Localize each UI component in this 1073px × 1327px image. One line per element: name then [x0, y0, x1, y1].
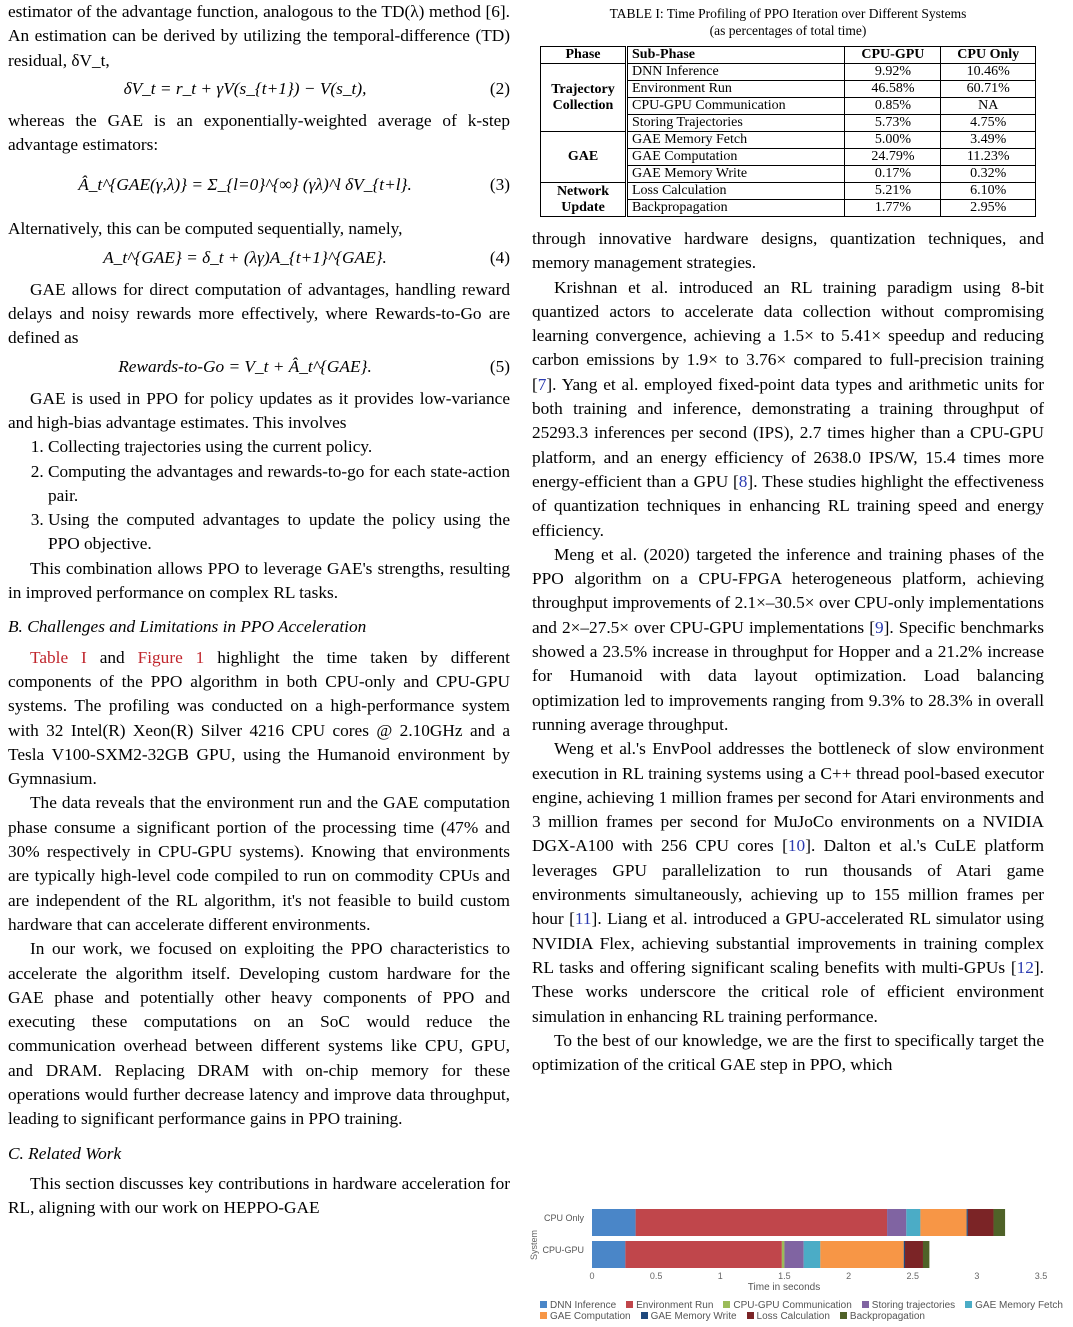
category-label: CPU-GPU	[542, 1245, 584, 1255]
table-phase-cell: Network Update	[541, 183, 627, 217]
table-header: Sub-Phase	[627, 47, 845, 64]
legend-swatch	[540, 1301, 547, 1308]
paragraph: Alternatively, this can be computed sequentially, namely,	[8, 219, 403, 239]
paragraph: In our work, we focused on exploiting the PPO characteristics to accelerate the algorithm itself. Developing custom hardware for the GAE phase and potentially other heavy components of PPO and executing these computations on an SoC would reduce the communication overhead between different systems like CPU, GPU, and DRAM. Replacing DRAM with on-chip memory for these operations would further decrease latency and improve data throughput, leading to significant performance gains in PPO training.	[8, 939, 510, 1129]
paragraph: GAE allows for direct computation of advantages, handling reward delays and noisy rewards more effectively, where Rewards-to-Go are defined as	[8, 279, 510, 348]
table-cell: GAE Memory Write	[627, 166, 845, 183]
legend-item: Storing trajectories	[862, 1300, 955, 1311]
table-cell: Environment Run	[627, 81, 845, 98]
table-phase-cell: Trajectory Collection	[541, 64, 627, 132]
paragraph: The data reveals that the environment run and the GAE computation phase consume a significant portion of the processing time (47% and 30% respectively in CPU-GPU systems). Knowing that environments are typically high-level code compiled to run on commodity CPUs and are independent of the RL algorithm, it's not feasible to build custom hardware that can accelerate different environments.	[8, 793, 510, 934]
table-cell: 1.77%	[845, 200, 941, 217]
figure-link[interactable]: Figure 1	[137, 647, 205, 667]
table-cell: 46.58%	[845, 81, 941, 98]
legend-item: Environment Run	[626, 1300, 713, 1311]
legend-swatch	[862, 1301, 869, 1308]
citation-link[interactable]: 9	[874, 617, 884, 637]
bar-segment	[904, 1241, 905, 1268]
table-cell: 0.17%	[845, 166, 941, 183]
bar-segment	[784, 1241, 803, 1268]
chart-legend	[540, 1300, 1063, 1322]
bar-segment	[592, 1241, 625, 1268]
table-header: CPU Only	[941, 47, 1036, 64]
legend-item: GAE Memory Write	[641, 1311, 737, 1322]
bar-segment	[887, 1209, 906, 1236]
table-cell: GAE Computation	[627, 149, 845, 166]
table-row	[541, 64, 1036, 81]
bar-segment	[994, 1209, 1006, 1236]
legend-item: GAE Computation	[540, 1311, 631, 1322]
table-cell: Storing Trajectories	[627, 115, 845, 132]
x-tick-label: 1	[717, 1271, 723, 1281]
equation-5: Rewards-to-Go = V_t + Â_t^{GAE}. (5)	[118, 356, 510, 376]
bar-segment	[905, 1241, 923, 1268]
citation-link[interactable]: 12	[1016, 957, 1034, 977]
x-tick-label: 1.5	[778, 1271, 791, 1281]
legend-swatch	[626, 1301, 633, 1308]
equation-4: A_t^{GAE} = δ_t + (λγ)A_{t+1}^{GAE}. (4)	[103, 247, 510, 267]
table-cell: Backpropagation	[627, 200, 845, 217]
x-tick-label: 0	[589, 1271, 595, 1281]
bar-segment	[923, 1241, 929, 1268]
table-cell: CPU-GPU Communication	[627, 98, 845, 115]
paragraph: GAE is used in PPO for policy updates as it provides low-variance and high-bias advantage estimates. This involves	[8, 388, 510, 432]
list-item: 2. Computing the advantages and rewards-to-go for each state-action pair.	[48, 460, 510, 509]
citation-link[interactable]: 10	[787, 836, 806, 856]
x-tick-label: 2.5	[906, 1271, 919, 1281]
section-heading-b: B. Challenges and Limitations in PPO Acceleration	[8, 617, 367, 637]
list-item: 1. Collecting trajectories using the current policy.	[48, 435, 510, 459]
table-cell: Loss Calculation	[627, 183, 845, 200]
left-column	[8, 0, 510, 1220]
table-cell: 0.85%	[845, 98, 941, 115]
y-axis-label: System	[529, 1229, 539, 1261]
x-axis-label: Time in seconds	[747, 1282, 821, 1293]
citation-link[interactable]: 7	[537, 374, 547, 394]
legend-item: CPU-GPU Communication	[723, 1300, 851, 1311]
table-link[interactable]: Table I	[30, 647, 87, 667]
bar-segment	[968, 1209, 994, 1236]
bar-segment	[967, 1209, 968, 1236]
table-phase-cell: GAE	[541, 132, 627, 183]
x-tick-label: 2	[846, 1271, 852, 1281]
paragraph: Meng et al. (2020) targeted the inference and training phases of the PPO algorithm on a CPU-FPGA heterogeneous platform, achieving throughput improvements of 2.1×–30.5× over CPU-only implementations and 2×–27.5× over CPU-GPU implementations [9]. Specific benchmarks showed a 23.5% increase in throughput for Hopper and a 21.2% increase for Humanoid with data layout optimization. Load balancing optimization led to improvements ranging from 9.3% to 28.3% in overall running average throughput.	[532, 544, 1044, 734]
x-tick-label: 3.5	[1034, 1271, 1048, 1281]
paragraph: Table I and Figure 1 highlight the time taken by different components of the PPO algorithm in both CPU-only and CPU-GPU systems. The profiling was conducted on a high-performance system with 32 Intel(R) Xeon(R) Silver 4216 CPU cores @ 2.10GHz and a Tesla V100-SXM2-32GB GPU, using the Humanoid environment by Gymnasium.	[8, 647, 510, 789]
legend-swatch	[540, 1312, 547, 1319]
paragraph: whereas the GAE is an exponentially-weighted average of k-step advantage estimators:	[8, 110, 510, 155]
legend-swatch	[641, 1312, 648, 1319]
table-cell: 60.71%	[941, 81, 1036, 98]
table-cell: 6.10%	[941, 183, 1036, 200]
legend-item: DNN Inference	[540, 1300, 616, 1311]
legend-swatch	[723, 1301, 730, 1308]
table-cell: GAE Memory Fetch	[627, 132, 845, 149]
table-cell: 5.00%	[845, 132, 941, 149]
table-cell: 5.73%	[845, 115, 941, 132]
bar-segment	[592, 1209, 636, 1236]
bar-segment	[625, 1241, 782, 1268]
category-label: CPU Only	[543, 1213, 584, 1223]
list-item: 3. Using the computed advantages to update the policy using the PPO objective.	[48, 508, 510, 557]
table-cell: 9.92%	[845, 64, 941, 81]
table-cell: 10.46%	[941, 64, 1036, 81]
x-tick-label: 0.5	[649, 1271, 663, 1281]
table-caption: TABLE I: Time Profiling of PPO Iteration over Different Systems (as percentages of total time)	[609, 6, 967, 38]
table-cell: 11.23%	[941, 149, 1036, 166]
step-list	[8, 435, 510, 556]
bar-segment	[906, 1209, 920, 1236]
legend-swatch	[965, 1301, 972, 1308]
table-cell: 4.75%	[941, 115, 1036, 132]
table-header: Phase	[541, 47, 627, 64]
legend-item: Backpropagation	[840, 1311, 925, 1322]
bar-segment	[636, 1209, 887, 1236]
paragraph: Krishnan et al. introduced an RL training paradigm using 8-bit quantized actors to accelerate data collection without compromising learning convergence, achieving a 1.5× to 5.41× speedup and reducing carbon emissions by 1.9× to 3.76× compared to full-precision training [7]. Yang et al. employed fixed-point data types and arithmetic units for both training and inference, demonstrating a training throughput of 25293.3 inferences per second (IPS), 2.7 times higher than a CPU-GPU platform, and an energy efficiency of 2638.0 IPS/W, 15.4 times more energy-efficient than a GPU [8]. These studies highlight the effectiveness of quantization techniques in enhancing RL training speed and energy efficiency.	[532, 277, 1044, 540]
table-cell: 2.95%	[941, 200, 1036, 217]
paragraph: This section discusses key contributions in hardware acceleration for RL, aligning with our work on HEPPO-GAE	[8, 1173, 510, 1218]
table-cell: DNN Inference	[627, 64, 845, 81]
x-tick-label: 3	[974, 1271, 980, 1281]
right-column	[532, 0, 1044, 1077]
equation-3: Â_t^{GAE(γ,λ)} = Σ_{l=0}^{∞} (γλ)^l δV_{t+l}. (3)	[78, 175, 510, 195]
table-cell: NA	[941, 98, 1036, 115]
bar-segment	[782, 1241, 785, 1268]
table-cell: 3.49%	[941, 132, 1036, 149]
citation-link[interactable]: 11	[574, 909, 592, 929]
section-heading-c: C. Related Work	[8, 1143, 122, 1163]
bar-segment	[820, 1241, 903, 1268]
table-header: CPU-GPU	[845, 47, 941, 64]
table-row	[541, 132, 1036, 149]
paragraph: To the best of our knowledge, we are the first to specifically target the optimization of the critical GAE step in PPO, which	[532, 1030, 1044, 1075]
legend-swatch	[747, 1312, 754, 1319]
bar-segment	[920, 1209, 966, 1236]
table-cell: 24.79%	[845, 149, 941, 166]
paragraph: This combination allows PPO to leverage GAE's strengths, resulting in improved performance on complex RL tasks.	[8, 558, 510, 603]
bar-segment	[804, 1241, 821, 1268]
table-cell: 5.21%	[845, 183, 941, 200]
table-cell: 0.32%	[941, 166, 1036, 183]
citation-link[interactable]: 8	[738, 471, 748, 491]
paragraph: estimator of the advantage function, analogous to the TD(λ) method [6]. An estimation can be derived by utilizing the temporal-difference (TD) residual, δV_t,	[8, 2, 510, 70]
legend-item: GAE Memory Fetch	[965, 1300, 1063, 1311]
table-row	[541, 183, 1036, 200]
legend-item: Loss Calculation	[747, 1311, 830, 1322]
paragraph: Weng et al.'s EnvPool addresses the bottleneck of slow environment execution in RL training systems using a C++ thread pool-based executor engine, achieving 1 million frames per second for Atari environments and 3 million frames per second for MuJoCo environments on a NVIDIA DGX-A100 with 256 CPU cores [10]. Dalton et al.'s CuLE platform leverages GPU parallelization to run thousands of Atari game environments simultaneously, achieving up to 155 million frames per hour [11]. Liang et al. introduced a GPU-accelerated RL simulator using NVIDIA Flex, achieving substantial improvements in training complex RL tasks and offering significant scaling benefits with multi-GPUs [12]. These works underscore the critical role of efficient environment simulation in enhancing RL training performance.	[532, 739, 1045, 1026]
legend-swatch	[840, 1312, 847, 1319]
table-body	[541, 64, 1036, 217]
paragraph: through innovative hardware designs, quantization techniques, and memory management strategies.	[532, 229, 1044, 273]
equation-2: δV_t = r_t + γV(s_{t+1}) − V(s_t), (2)	[123, 78, 510, 98]
profiling-table	[540, 46, 1036, 217]
